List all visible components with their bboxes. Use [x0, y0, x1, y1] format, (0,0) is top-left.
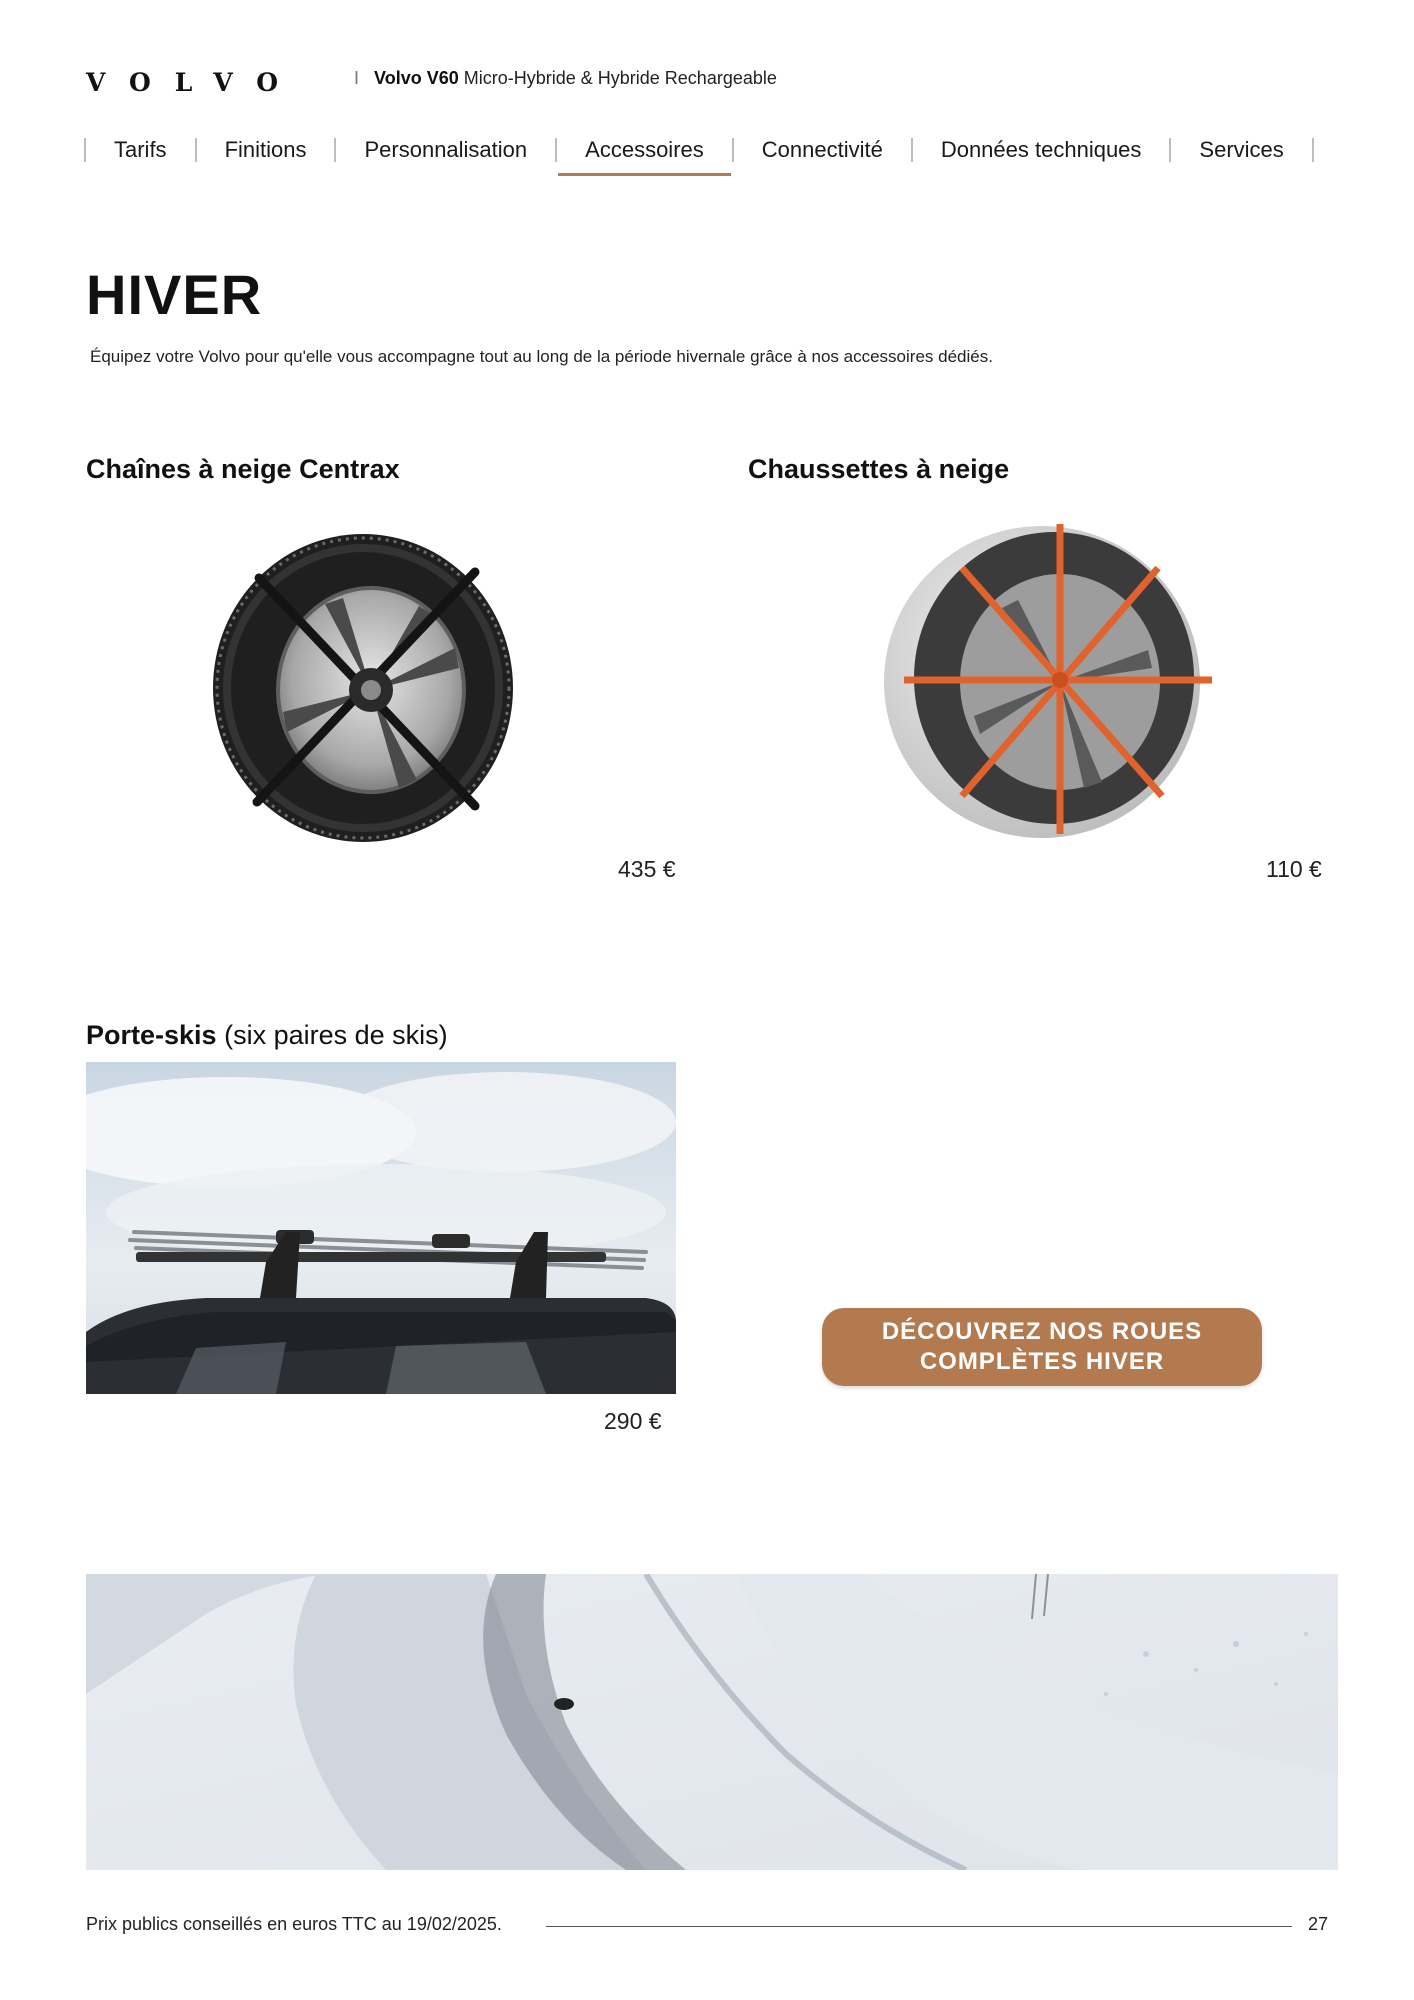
- header-separator: I: [354, 68, 360, 88]
- section-intro: Équipez votre Volvo pour qu'elle vous accompagne tout au long de la période hivernale grâce à nos accessoires dédiés.: [90, 347, 993, 366]
- product-title-snow-socks: Chaussettes à neige: [748, 454, 1010, 484]
- product-title-chains: Chaînes à neige Centrax: [86, 454, 400, 484]
- product-title-ski-carrier: [86, 1020, 448, 1051]
- nav-tab-connectivite[interactable]: Connectivité: [761, 137, 883, 162]
- nav-tab-accessoires[interactable]: Accessoires: [557, 132, 732, 168]
- snowy-road-photo: [86, 1574, 1338, 1870]
- nav-tab-tarifs[interactable]: Tarifs: [114, 137, 167, 162]
- product-detail-ski-carrier: (six paires de skis): [224, 1020, 448, 1050]
- ski-carrier-photo: [86, 1062, 676, 1394]
- page-title: HIVER: [86, 263, 263, 326]
- page-number: 27: [1308, 1914, 1329, 1934]
- nav-tab-finitions[interactable]: Finitions: [224, 137, 307, 162]
- price-ski-carrier: 290 €: [604, 1408, 662, 1434]
- section-nav: [84, 132, 1336, 168]
- model-name: Volvo V60: [374, 68, 459, 88]
- price-snow-socks: 110 €: [1266, 856, 1322, 882]
- model-heading: [354, 68, 777, 89]
- nav-tab-personnalisation[interactable]: Personnalisation: [364, 137, 528, 162]
- nav-tab-donnees-techniques[interactable]: Données techniques: [940, 137, 1142, 162]
- cta-line-2: COMPLÈTES HIVER: [919, 1348, 1165, 1375]
- nav-tab-services[interactable]: Services: [1199, 137, 1284, 162]
- snow-sock-wheel-image: [882, 512, 1212, 842]
- discover-winter-wheels-button[interactable]: [822, 1308, 1262, 1386]
- volvo-logo: VOLVO: [86, 68, 303, 97]
- footer-price-note: Prix publics conseillés en euros TTC au 19/02/2025.: [86, 1914, 502, 1934]
- footer-rule: [546, 1926, 1292, 1927]
- product-name-ski-carrier: Porte-skis: [86, 1020, 217, 1050]
- snow-chain-wheel-image: [205, 520, 517, 850]
- price-chains: 435 €: [618, 856, 676, 882]
- nav-divider: [1312, 138, 1314, 162]
- cta-line-1: DÉCOUVREZ NOS ROUES: [881, 1318, 1203, 1345]
- model-suffix: Micro-Hybride & Hybride Rechargeable: [463, 68, 777, 88]
